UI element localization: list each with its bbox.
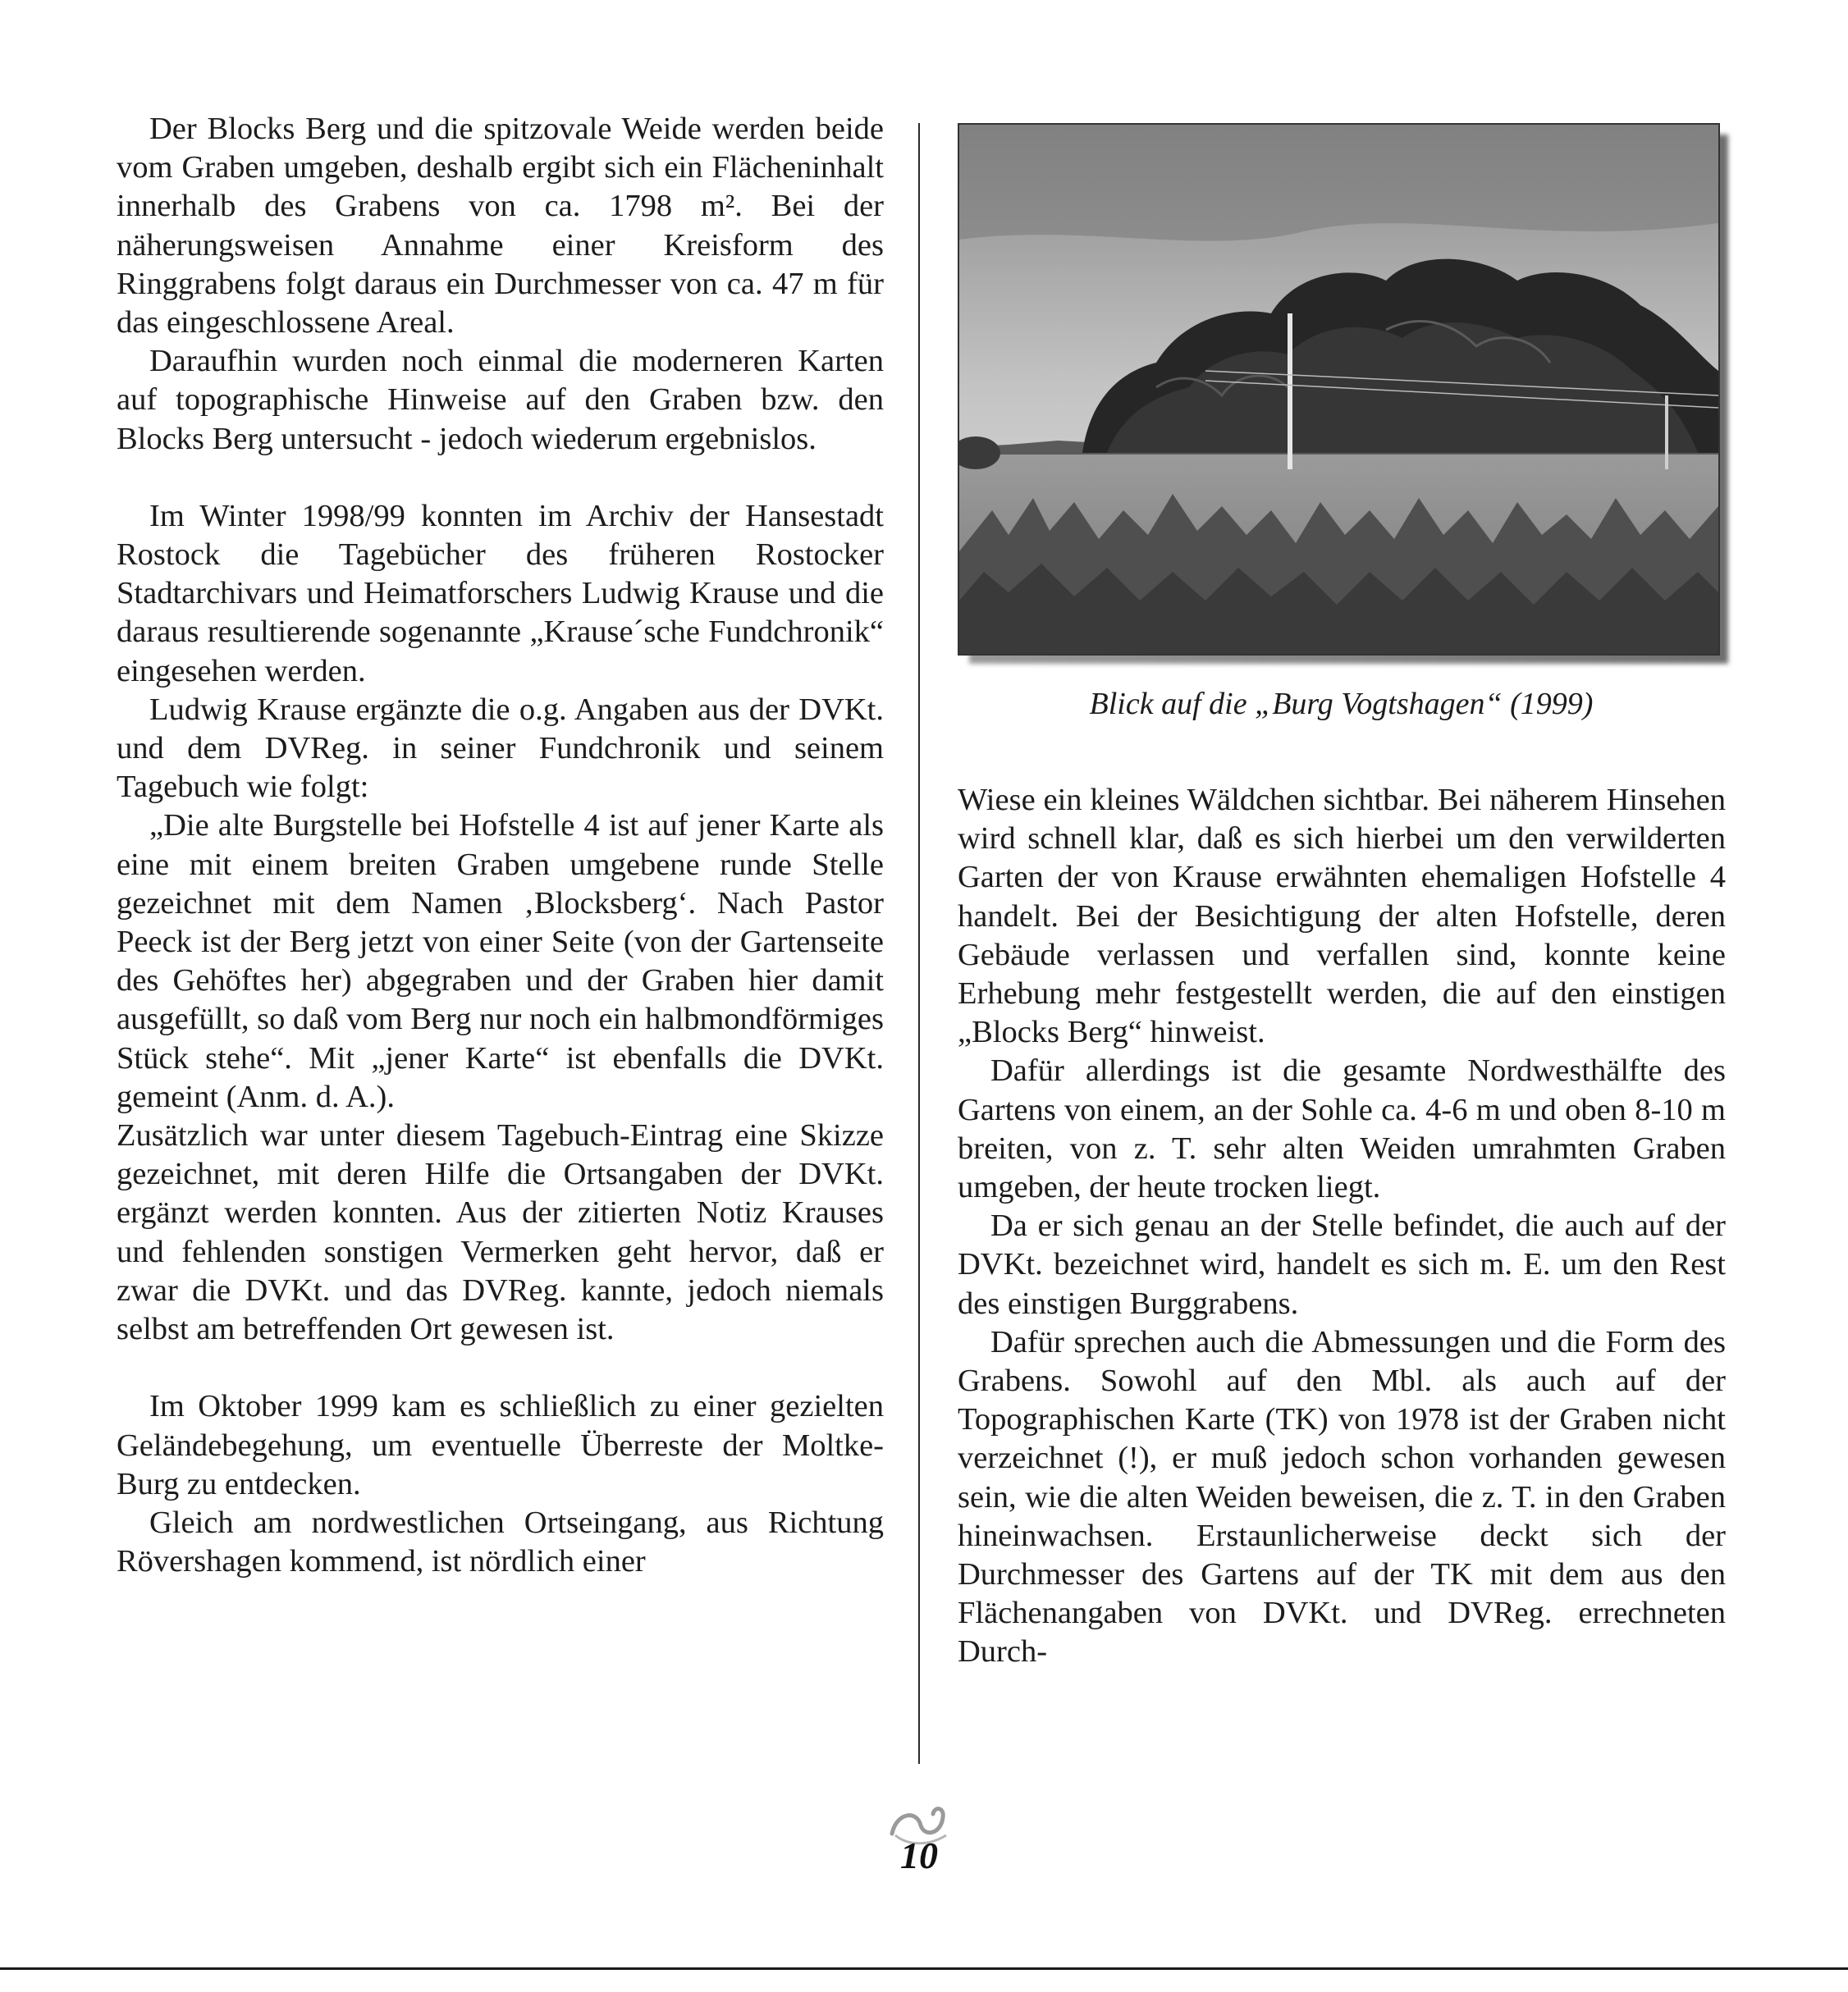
page-number: 10: [900, 1834, 938, 1876]
page-number-ornament: [866, 1801, 972, 1899]
paragraph: Da er sich genau an der Stelle befindet, die auch auf der DVKt. bezeichnet wird, handelt es sich m. E. um den Rest des einstigen Burggrabens.: [958, 1208, 1726, 1321]
paragraph: Dafür allerdings ist die gesamte Nordwesthälfte des Gartens von einem, an der Sohle ca. 4-6 m und oben 8-10 m breiten, von z. T. sehr alten Weiden umrahmten Graben umgeben, der heute trocken liegt.: [958, 1053, 1726, 1205]
paragraph: Wiese ein kleines Wäldchen sichtbar. Bei näherem Hinsehen wird schnell klar, daß es sich hierbei um den verwilderten Garten der von Krause erwähnten ehemaligen Hofstelle 4 handelt. Bei der Besichtigung der alten Hofstelle, deren Gebäude verlassen und verfallen sind, konnte keine Erhebung mehr festgestellt werden, die auf den einstigen „Blocks Berg“ hinweist.: [958, 783, 1726, 1050]
paragraph: Ludwig Krause ergänzte die o.g. Angaben aus der DVKt. und dem DVReg. in seiner Fundchronik und seinem Tagebuch wie folgt:: [117, 692, 884, 805]
photo-figure: [958, 123, 1725, 656]
landscape-photo: [958, 123, 1720, 656]
paragraph: Zusätzlich war unter diesem Tagebuch-Eintrag eine Skizze gezeichnet, mit deren Hilfe die Ortsangaben der DVKt. ergänzt werden konnten. Aus der zitierten Notiz Krauses und fehlenden sonstigen Vermerken geht hervor, daß er zwar die DVKt. und das DVReg. kannte, jedoch niemals selbst am betreffenden Ort gewesen ist.: [117, 1118, 884, 1347]
paragraph: Gleich am nordwestlichen Ortseingang, aus Richtung Rövershagen kommend, ist nördlich einer: [117, 1505, 884, 1579]
right-text-column: [958, 781, 1726, 1672]
paragraph: Im Winter 1998/99 konnten im Archiv der Hansestadt Rostock die Tagebücher des früheren Rostocker Stadtarchivars und Heimatforschers Ludwig Krause und die daraus resultierende sogenannte „Krause´sche Fundchronik“ eingesehen werden.: [117, 498, 884, 688]
paragraph: Im Oktober 1999 kam es schließlich zu einer gezielten Geländebegehung, um eventuelle Überreste der Moltke-Burg zu entdecken.: [117, 1389, 884, 1501]
photo-caption: Blick auf die „Burg Vogtshagen“ (1999): [1089, 687, 1594, 721]
paragraph: Der Blocks Berg und die spitzovale Weide werden beide vom Graben umgeben, deshalb ergibt sich ein Flächeninhalt innerhalb des Grabens von ca. 1798 m². Bei der näherungsweisen Annahme einer Kreisform des Ringgrabens folgt daraus ein Durchmesser von ca. 47 m für das eingeschlossene Areal.: [117, 112, 884, 340]
left-text-column: [117, 110, 884, 1581]
paragraph: Daraufhin wurden noch einmal die moderneren Karten auf topographische Hinweise auf den Graben bzw. den Blocks Berg untersucht - jedoch wiederum ergebnislos.: [117, 344, 884, 456]
paragraph: Dafür sprechen auch die Abmessungen und die Form des Grabens. Sowohl auf den Mbl. als auch auf der Topographischen Karte (TK) von 1978 ist der Graben nicht verzeichnet (!), er muß jedoch schon vorhanden gewesen sein, wie die alten Weiden beweisen, die z. T. in den Graben hineinwachsen. Erstaunlicherweise deckt sich der Durchmesser des Gartens auf der TK mit dem aus den Flächenangaben von DVKt. und DVReg. errechneten Durch-: [958, 1324, 1726, 1670]
bottom-rule: [0, 1967, 1848, 1970]
column-divider: [918, 123, 920, 1764]
quote-paragraph: „Die alte Burgstelle bei Hofstelle 4 ist auf jener Karte als eine mit einem breiten Graben umgebene runde Stelle gezeichnet mit dem Namen ‚Blocksberg‘. Nach Pastor Peeck ist der Berg jetzt von einer Seite (von der Gartenseite des Gehöftes her) abgegraben und der Graben hier damit ausgefüllt, so daß vom Berg nur noch ein halbmondförmiges Stück stehe“. Mit „jener Karte“ ist ebenfalls die DVKt. gemeint (Anm. d. A.).: [117, 808, 884, 1114]
